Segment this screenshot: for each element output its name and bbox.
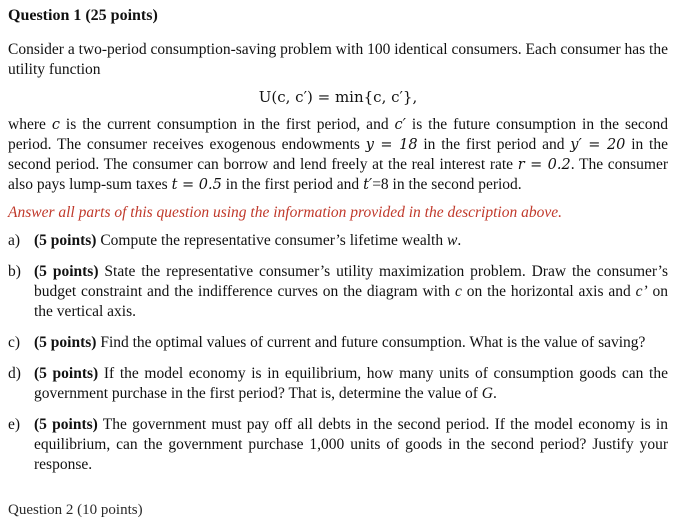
part-a: a) (5 points) Compute the representative consumer’s lifetime wealth w. — [8, 232, 462, 249]
part-points: (5 points) — [34, 232, 97, 249]
part-e: e) (5 points) The government must pay off all debts in the second period. If the model economy is in equilibrium, can the government purchase 1,000 units of goods in the second period? Justify your response. — [8, 416, 668, 473]
part-c: c) (5 points) Find the optimal values of current and future consumption. What is the value of saving? — [8, 334, 646, 351]
question-document — [8, 6, 668, 486]
part-label: e) — [8, 416, 21, 433]
part-label: b) — [8, 263, 21, 280]
part-d: d) (5 points) If the model economy is in equilibrium, how many units of consumption goods can the government purchase in the first period? That is, determine the value of G. — [8, 365, 668, 402]
part-label: c) — [8, 334, 21, 351]
part-b: b) (5 points) State the representative consumer’s utility maximization problem. Draw the consumer’s budget constraint and the indifference curves on the diagram with c on the horizontal axis and c’ on the vertical axis. — [8, 263, 669, 320]
part-points: (5 points) — [34, 416, 98, 433]
question-description: where c is the current consumption in the first period, and c′ is the future consumption in the second period. The consumer receives exogenous endowments y = 18 in the first period and y′ = 20 in the second period. The consumer can borrow and lend freely at the real interest rate r = 0.2. The consumer also pays lump-sum taxes t = 0.5 in the first period and t′=8 in the second period. — [8, 116, 669, 193]
instruction-note: Answer all parts of this question using the information provided in the description above. — [8, 204, 562, 221]
part-points: (5 points) — [34, 263, 99, 280]
part-points: (5 points) — [34, 334, 97, 351]
part-label: a) — [8, 232, 21, 249]
question-title: Question 1 (25 points) — [8, 7, 158, 24]
part-label: d) — [8, 365, 21, 382]
question-intro: Consider a two-period consumption-saving problem with 100 identical consumers. Each consumer has the utility function — [8, 41, 668, 78]
utility-function-formula: U(c, c′) = min{c, c′}, — [258, 88, 418, 106]
next-question-cutoff: Question 2 (10 points) — [8, 502, 143, 518]
part-points: (5 points) — [34, 365, 99, 382]
